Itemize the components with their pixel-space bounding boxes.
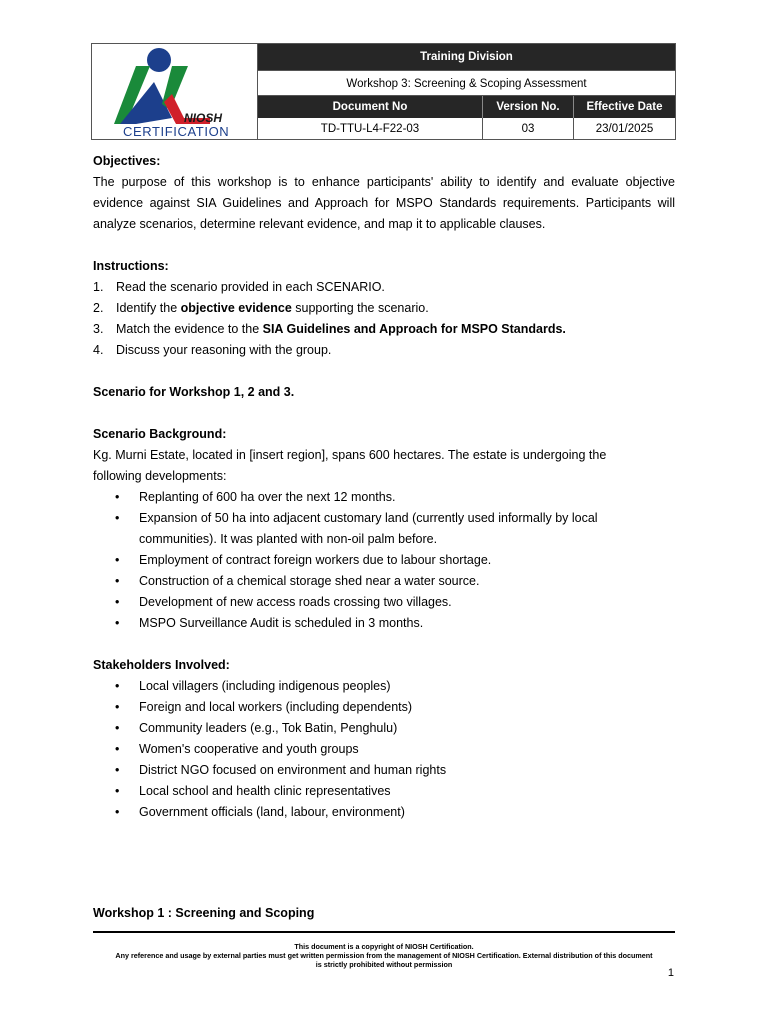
list-item: • Employment of contract foreign workers due to labour shortage.	[115, 553, 492, 567]
objectives-heading: Objectives:	[93, 154, 161, 168]
footer-line: Any reference and usage by external parties must get written permission from the management of NIOSH Certification. External distribution of this document	[115, 951, 653, 960]
workshop1-title: Workshop 1 : Screening and Scoping	[93, 906, 315, 920]
list-item: • MSPO Surveillance Audit is scheduled in 3 months.	[115, 616, 424, 630]
niosh-certification-logo	[92, 44, 258, 139]
list-item: • Community leaders (e.g., Tok Batin, Penghulu)	[115, 721, 398, 735]
document-header-table	[91, 43, 676, 140]
scenario-background-intro-line1: Kg. Murni Estate, located in [insert region], spans 600 hectares. The estate is undergoing the	[93, 448, 607, 462]
stakeholders-heading: Stakeholders Involved:	[93, 658, 230, 672]
developments-list	[93, 487, 675, 634]
list-item: • Replanting of 600 ha over the next 12 months.	[115, 490, 396, 504]
effective-date-value: 23/01/2025	[573, 118, 675, 139]
scenario-background-heading: Scenario Background:	[93, 427, 227, 441]
document-body	[93, 151, 675, 823]
footer-line: This document is a copyright of NIOSH Certification.	[294, 942, 474, 951]
footer-line: is strictly prohibited without permission	[315, 960, 453, 969]
effective-date-label: Effective Date	[573, 96, 675, 118]
list-item: • Local villagers (including indigenous peoples)	[115, 679, 391, 693]
list-item-continuation: communities). It was planted with non-oil palm before.	[139, 532, 438, 546]
instruction-item: 2. Identify the objective evidence supporting the scenario.	[93, 301, 429, 315]
header-division-row	[258, 44, 675, 70]
stakeholders-list	[93, 676, 675, 823]
list-item: • Government officials (land, labour, environment)	[115, 805, 405, 819]
list-item: • Expansion of 50 ha into adjacent customary land (currently used informally by local	[115, 511, 598, 525]
scenario-background-intro-line2: following developments:	[93, 469, 227, 483]
footer-divider	[93, 931, 675, 933]
objectives-text: The purpose of this workshop is to enhance participants' ability to identify and evaluate objective evidence against SIA Guidelines and Approach for MSPO Standards requirements. Participants will analyze scenarios, determine relevant evidence, and map it to applicable clauses.	[93, 175, 675, 231]
version-no-label: Version No.	[482, 96, 573, 118]
instructions-list	[93, 277, 675, 361]
svg-text:CERTIFICATION: CERTIFICATION	[123, 124, 230, 139]
instruction-item: 4. Discuss your reasoning with the group.	[93, 343, 332, 357]
division-title: Training Division	[420, 51, 513, 63]
header-values-row	[258, 118, 675, 139]
list-item: • Construction of a chemical storage shed near a water source.	[115, 574, 480, 588]
list-item: • Foreign and local workers (including dependents)	[115, 700, 413, 714]
instruction-item: 3. Match the evidence to the SIA Guidelines and Approach for MSPO Standards.	[93, 322, 566, 336]
document-no-value: TD-TTU-L4-F22-03	[320, 122, 420, 135]
list-item: • Development of new access roads crossing two villages.	[115, 595, 452, 609]
header-column-labels-row	[258, 96, 675, 118]
svg-text:NIOSH: NIOSH	[184, 111, 223, 125]
list-item: • Local school and health clinic representatives	[115, 784, 391, 798]
header-workshop-row	[258, 70, 675, 96]
document-no-label: Document No	[332, 101, 408, 113]
list-item: • Women's cooperative and youth groups	[115, 742, 359, 756]
scenario-title: Scenario for Workshop 1, 2 and 3.	[93, 385, 295, 399]
copyright-footer	[93, 942, 675, 969]
instruction-item: 1. Read the scenario provided in each SCENARIO.	[93, 280, 385, 294]
page-number: 1	[667, 967, 674, 979]
version-no-value: 03	[482, 118, 573, 139]
niosh-logo-icon	[92, 44, 256, 139]
instructions-heading: Instructions:	[93, 259, 169, 273]
workshop-title: Workshop 3: Screening & Scoping Assessment	[346, 78, 587, 90]
list-item: • District NGO focused on environment and human rights	[115, 763, 447, 777]
